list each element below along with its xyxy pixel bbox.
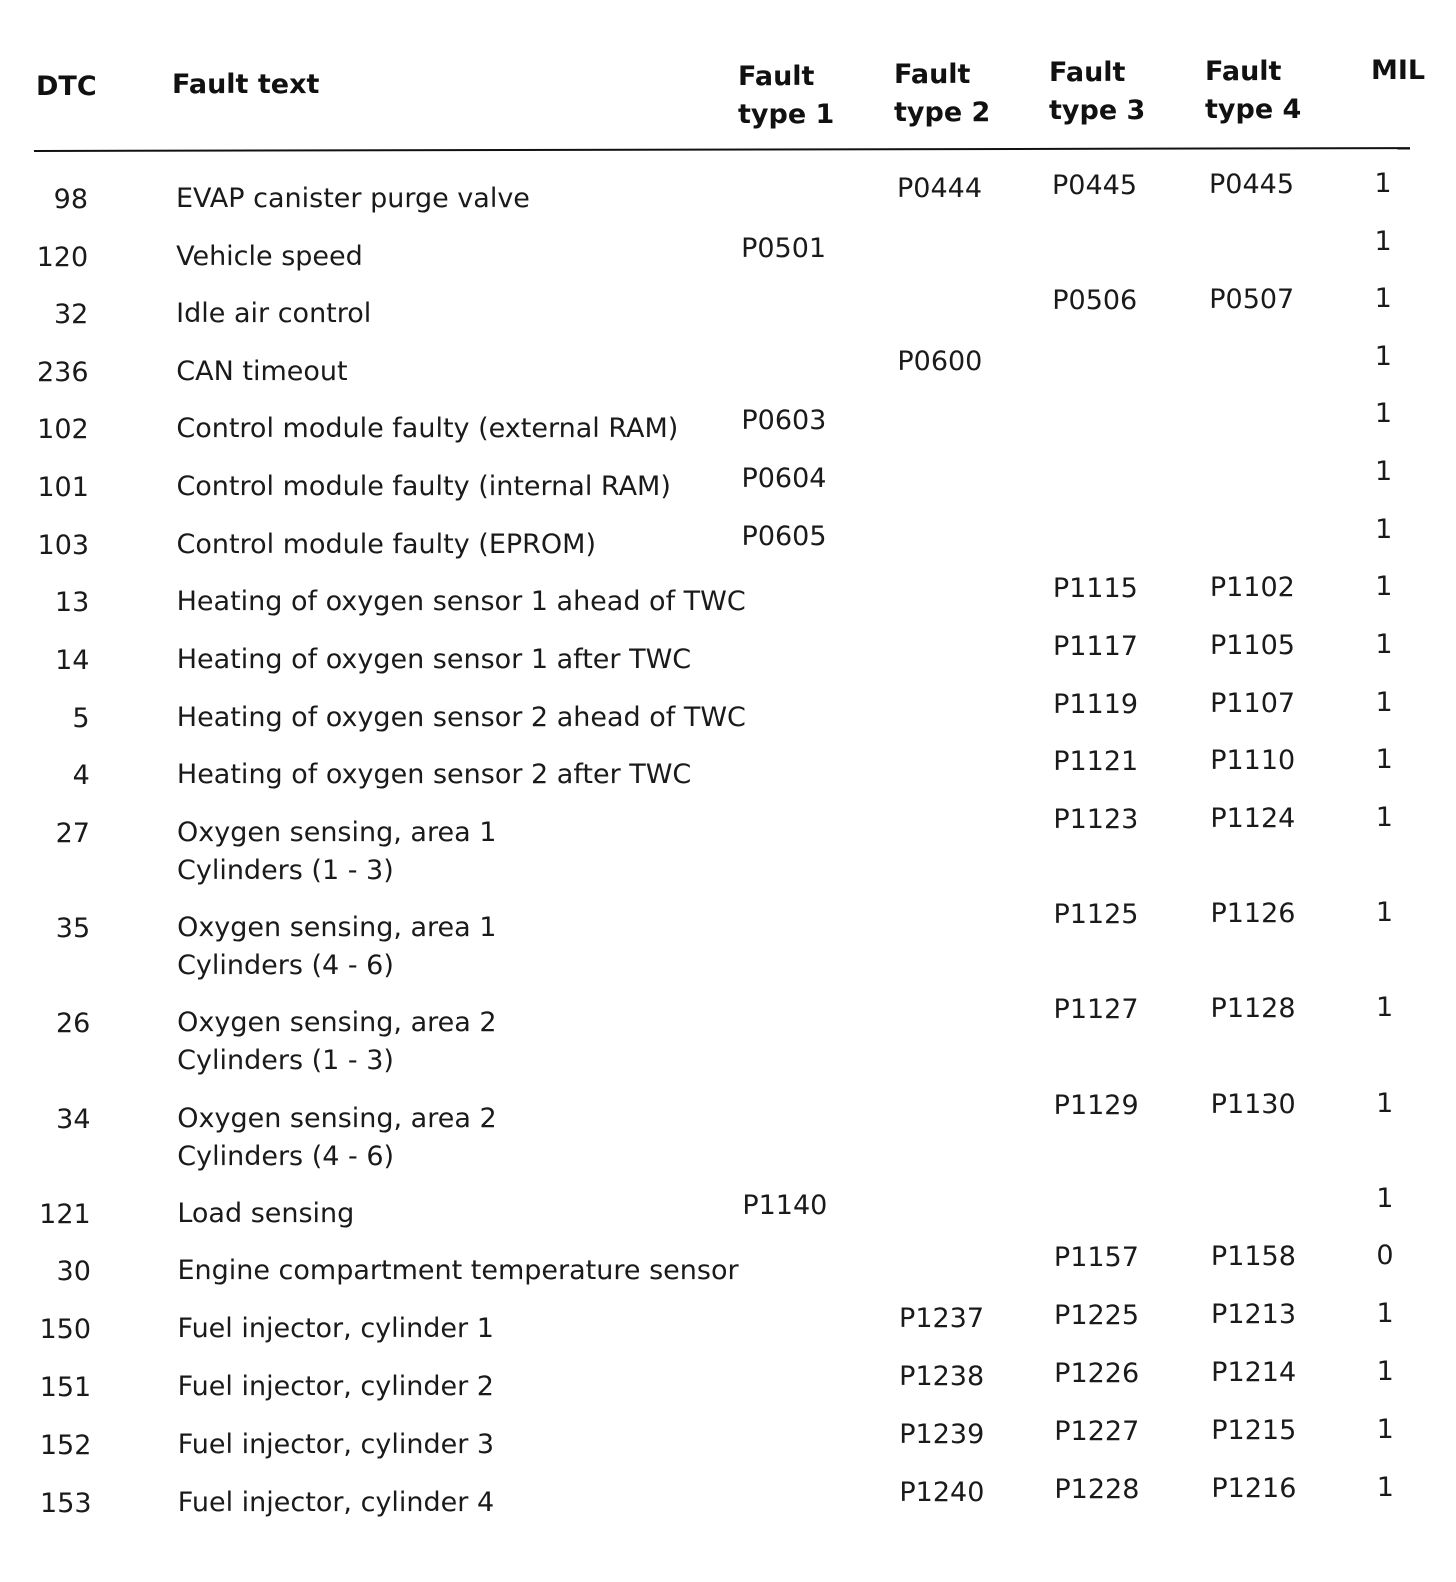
dtc-cell: 5: [72, 703, 90, 734]
fault-text-line: Fuel injector, cylinder 4: [177, 1487, 495, 1518]
dtc-cell: 13: [54, 587, 90, 618]
mil-cell: 1: [1375, 456, 1393, 487]
fault-type-3-cell: P1125: [1053, 899, 1139, 930]
header-fault-text: Fault text: [172, 69, 320, 100]
fault-text-cell: [176, 180, 530, 218]
fault-type-4-cell: P1124: [1210, 803, 1296, 834]
fault-type-4-cell: P1128: [1210, 993, 1296, 1024]
fault-text-cell: [176, 410, 678, 448]
dtc-cell: 35: [55, 913, 91, 944]
fault-type-4-cell: P1107: [1210, 688, 1296, 719]
fault-text-line: CAN timeout: [176, 356, 348, 387]
fault-text-cell: [177, 814, 496, 890]
dtc-cell: 151: [39, 1372, 92, 1403]
mil-cell: 0: [1376, 1240, 1394, 1271]
fault-type-1-cell: P1140: [742, 1190, 828, 1221]
mil-cell: 1: [1375, 897, 1394, 928]
fault-type-3-cell: P1121: [1053, 746, 1139, 777]
fault-text-cell: [178, 1426, 494, 1464]
header-mil: MIL: [1371, 55, 1426, 86]
fault-type-4-cell: P1215: [1211, 1415, 1297, 1446]
mil-cell: 1: [1374, 283, 1392, 314]
fault-text-line: EVAP canister purge valve: [176, 183, 530, 214]
table-row: [0, 1088, 1456, 1190]
fault-type-4-cell: P1102: [1209, 572, 1295, 603]
mil-cell: 1: [1374, 398, 1393, 429]
fault-type-4-cell: P1126: [1210, 898, 1296, 929]
fault-text-cell: [177, 526, 596, 564]
fault-type-3-cell: P1127: [1053, 994, 1139, 1025]
fault-text-cell: [178, 1368, 494, 1406]
mil-cell: 1: [1374, 226, 1392, 257]
mil-cell: 1: [1375, 687, 1393, 718]
fault-type-4-cell: P1158: [1210, 1241, 1296, 1272]
table-row: [0, 398, 1456, 468]
mil-cell: 1: [1375, 571, 1393, 602]
header-dtc: DTC: [36, 71, 97, 102]
mil-cell: 1: [1376, 1414, 1394, 1445]
fault-text-cell: [177, 909, 496, 985]
fault-type-3-cell: P1129: [1053, 1090, 1139, 1121]
fault-type-3-cell: P1228: [1054, 1474, 1140, 1505]
fault-text-cell: [177, 1004, 496, 1080]
header-fault-type-4-line1: Fault: [1205, 56, 1282, 87]
dtc-cell: 26: [55, 1008, 91, 1039]
fault-type-2-cell: P0600: [897, 346, 983, 377]
dtc-cell: 4: [72, 760, 90, 791]
fault-text-cell: [176, 295, 371, 333]
mil-cell: 1: [1376, 1183, 1394, 1214]
table-row: [0, 283, 1456, 353]
dtc-cell: 152: [39, 1430, 92, 1461]
fault-text-line: Cylinders (1 - 3): [176, 855, 394, 886]
fault-text-line: Fuel injector, cylinder 1: [177, 1313, 494, 1344]
fault-type-3-cell: P1115: [1052, 573, 1138, 604]
header-fault-type-2-line1: Fault: [894, 59, 971, 90]
fault-type-3-cell: P1157: [1053, 1242, 1139, 1273]
header-fault-type-1-line1: Fault: [738, 61, 815, 92]
fault-text-line: Engine compartment temperature sensor: [177, 1255, 739, 1286]
fault-type-4-cell: P1216: [1211, 1473, 1297, 1504]
fault-text-line: Heating of oxygen sensor 1 after TWC: [176, 644, 692, 675]
mil-cell: 1: [1376, 1298, 1394, 1329]
fault-text-cell: [177, 1100, 496, 1176]
fault-text-line: Cylinders (1 - 3): [177, 1045, 394, 1076]
table-row: [0, 802, 1456, 904]
fault-text-line: Fuel injector, cylinder 2: [177, 1371, 494, 1402]
fault-text-line: Oxygen sensing, area 2: [177, 1007, 497, 1038]
fault-type-2-cell: P1238: [899, 1361, 985, 1392]
fault-type-4-cell: P1110: [1210, 745, 1296, 776]
fault-text-line: Control module faulty (internal RAM): [176, 471, 671, 502]
mil-cell: 1: [1375, 992, 1394, 1023]
header-fault-type-4-line2: type 4: [1205, 94, 1302, 125]
fault-text-line: Heating of oxygen sensor 1 ahead of TWC: [176, 586, 746, 617]
fault-text-line: Oxygen sensing, area 2: [177, 1103, 497, 1134]
fault-text-cell: [177, 641, 691, 679]
fault-type-4-cell: P1105: [1209, 630, 1295, 661]
fault-type-2-cell: P1240: [899, 1477, 985, 1508]
dtc-cell: 98: [53, 184, 88, 215]
fault-type-3-cell: P1117: [1052, 631, 1138, 662]
dtc-cell: 32: [54, 299, 89, 330]
table-row: [0, 1472, 1456, 1542]
fault-type-4-cell: P1214: [1211, 1357, 1297, 1388]
fault-type-4-cell: P0445: [1209, 169, 1294, 200]
mil-cell: 1: [1374, 341, 1392, 372]
fault-text-line: Heating of oxygen sensor 2 ahead of TWC: [176, 702, 746, 733]
fault-text-line: Fuel injector, cylinder 3: [177, 1429, 495, 1460]
mil-cell: 1: [1376, 1356, 1394, 1387]
mil-cell: 1: [1375, 629, 1393, 660]
fault-text-line: Vehicle speed: [176, 241, 363, 272]
fault-type-4-cell: P0507: [1209, 284, 1295, 315]
dtc-cell: 34: [56, 1104, 91, 1135]
fault-text-line: Cylinders (4 - 6): [177, 950, 394, 981]
fault-text-line: Control module faulty (external RAM): [176, 413, 679, 444]
table-row: [0, 456, 1456, 526]
fault-text-cell: [176, 468, 670, 506]
fault-text-cell: [177, 1195, 354, 1233]
mil-cell: 1: [1376, 1088, 1394, 1119]
fault-text-cell: [177, 699, 746, 737]
fault-type-3-cell: P1226: [1054, 1358, 1140, 1389]
header-fault-type-1-line2: type 1: [738, 99, 835, 130]
dtc-cell: 14: [55, 645, 90, 676]
fault-text-cell: [176, 353, 347, 391]
dtc-cell: 121: [39, 1199, 91, 1230]
header-fault-type-3-line2: type 3: [1049, 95, 1146, 126]
fault-type-1-cell: P0603: [741, 405, 827, 436]
fault-text-cell: [178, 1310, 494, 1348]
table-row: [0, 992, 1456, 1094]
fault-type-4-cell: P1130: [1210, 1089, 1296, 1120]
fault-type-1-cell: P0501: [741, 233, 827, 264]
dtc-cell: 102: [37, 414, 89, 445]
dtc-cell: 150: [39, 1314, 92, 1345]
fault-text-cell: [176, 238, 363, 276]
mil-cell: 1: [1374, 168, 1392, 199]
fault-type-3-cell: P1225: [1054, 1300, 1140, 1331]
fault-type-2-cell: P1239: [899, 1419, 985, 1450]
fault-type-2-cell: P0444: [897, 173, 982, 204]
table-row: [0, 341, 1456, 411]
fault-type-3-cell: P0445: [1052, 170, 1137, 201]
fault-text-line: Heating of oxygen sensor 2 after TWC: [176, 759, 692, 790]
dtc-cell: 101: [37, 472, 89, 503]
dtc-cell: 153: [40, 1488, 92, 1519]
header-fault-type-3-line1: Fault: [1049, 57, 1126, 88]
dtc-cell: 236: [36, 357, 89, 388]
fault-type-3-cell: P1227: [1054, 1416, 1140, 1447]
fault-type-3-cell: P1123: [1053, 804, 1139, 835]
fault-text-line: Idle air control: [176, 298, 372, 329]
fault-text-line: Cylinders (4 - 6): [177, 1141, 395, 1172]
mil-cell: 1: [1375, 514, 1393, 545]
fault-text-cell: [177, 583, 746, 621]
fault-text-cell: [177, 1252, 738, 1290]
fault-text-line: Oxygen sensing, area 1: [176, 817, 497, 848]
fault-text-cell: [177, 756, 691, 794]
fault-type-4-cell: P1213: [1211, 1299, 1297, 1330]
fault-type-3-cell: P0506: [1052, 285, 1138, 316]
fault-type-2-cell: P1237: [899, 1303, 985, 1334]
dtc-cell: 30: [56, 1256, 91, 1287]
dtc-cell: 120: [36, 242, 89, 273]
fault-text-cell: [178, 1484, 494, 1522]
dtc-cell: 103: [37, 530, 90, 561]
fault-type-1-cell: P0604: [741, 463, 827, 494]
fault-text-line: Control module faulty (EPROM): [176, 529, 597, 560]
mil-cell: 1: [1375, 802, 1393, 833]
dtc-cell: 27: [55, 818, 90, 849]
fault-type-1-cell: P0605: [741, 521, 827, 552]
header-fault-type-2-line2: type 2: [894, 97, 991, 128]
fault-text-line: Load sensing: [177, 1198, 355, 1229]
table-row: [0, 168, 1456, 238]
fault-text-line: Oxygen sensing, area 1: [177, 912, 497, 943]
mil-cell: 1: [1375, 744, 1393, 775]
table-row: [0, 897, 1456, 999]
mil-cell: 1: [1376, 1472, 1394, 1503]
fault-type-3-cell: P1119: [1053, 689, 1139, 720]
